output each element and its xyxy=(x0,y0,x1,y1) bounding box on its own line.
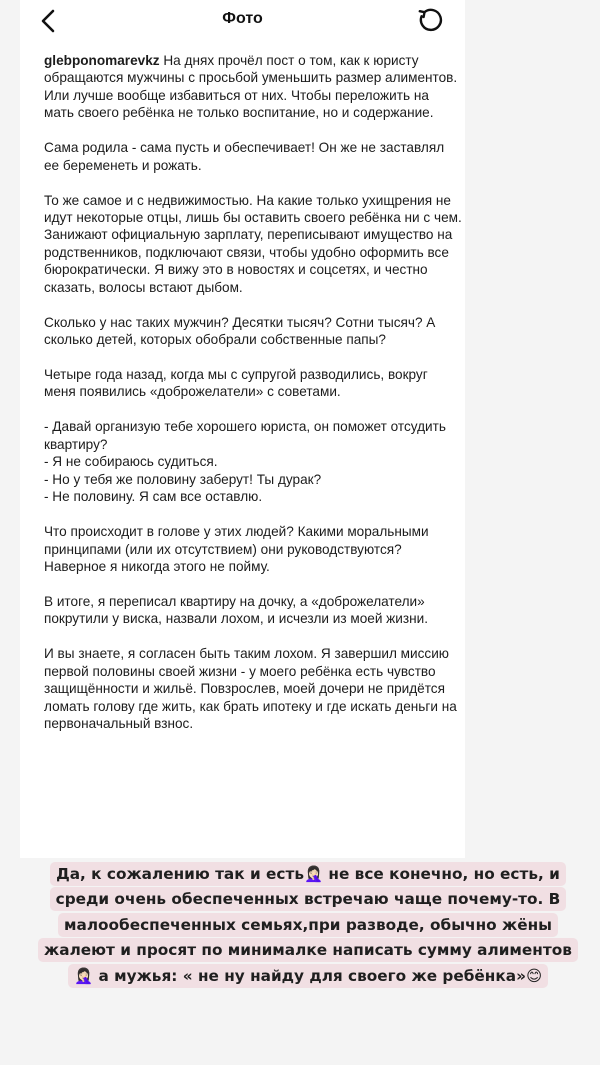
caption-paragraph-5: Четыре года назад, когда мы с супругой разводились, вокруг меня появились «доброжелатели» с советами. xyxy=(44,367,428,400)
caption-paragraph-1 xyxy=(44,52,462,122)
post-caption xyxy=(44,52,462,750)
caption-paragraph-2: Сама родила - сама пусть и обеспечивает! Он же не заставлял ее беременеть и рожать. xyxy=(44,140,445,173)
caption-paragraph-8: В итоге, я переписал квартиру на дочку, а «доброжелатели» покрутили у виска, назвали лохом, и исчезли из моей жизни. xyxy=(44,593,428,627)
smile-emoji-icon: 😊 xyxy=(525,966,542,985)
refresh-icon xyxy=(417,7,443,33)
caption-paragraph-3: То же самое и с недвижимостью. На какие только ухищрения не идут некоторые отцы, лишь бы оставить своего ребёнка ни с чем. Занижают официальную зарплату, переписывают имущество на родственников, подключают связи, чтобы удобно оформить все бюрократически. Я вижу это в новостях и соцсетях, и честно сказать, волосы встают дыбом. xyxy=(44,192,462,295)
comment-part-1: Да, к сожалению так и есть xyxy=(56,865,304,883)
story-comment-text xyxy=(38,862,578,988)
facepalm-emoji-icon: 🤦🏻‍♀️ xyxy=(74,966,94,985)
comment-part-2: не все конечно, но есть, и среди очень обеспеченных встречаю чаще почему-то. В малообеспеченных семьях,при разводе, обычно жёны жалеют и просят по минималке написать сумму алиментов xyxy=(44,865,572,960)
refresh-button[interactable] xyxy=(415,5,445,35)
caption-paragraph-7: Что происходит в голове у этих людей? Какими моральными принципами (или их отсутствием) они руководствуются? Наверное я никогда этого не пойму. xyxy=(44,524,429,574)
caption-paragraph-4: Сколько у нас таких мужчин? Десятки тысяч? Сотни тысяч? А сколько детей, которых обобрали собственные папы? xyxy=(44,314,436,348)
facepalm-emoji-icon: 🤦🏻‍♀️ xyxy=(304,865,324,883)
top-navigation-bar xyxy=(20,0,465,44)
caption-paragraph-9: И вы знаете, я согласен быть таким лохом. Я завершил миссию первой половины своей жизни - у моего ребёнка есть чувство защищённости и жильё. Повзрослев, моей дочери не придётся ломать голову где жить, как брать ипотеку и где искать деньги на первоначальный взнос. xyxy=(44,646,457,731)
caption-text: На днях прочёл пост о том, как к юристу обращаются мужчины с просьбой уменьшить размер алиментов. Или лучше вообще избавиться от них. Чтобы переложить на мать своего ребёнка не только воспитание, но и содержание. xyxy=(44,53,458,121)
page-title: Фото xyxy=(222,10,263,27)
embedded-screenshot xyxy=(20,0,465,858)
caption-dialogue: - Давай организую тебе хорошего юриста, он поможет отсудить квартиру? - Я не собираюсь судиться. - Но у тебя же половину заберут! Ты дурак? - Не половину. Я сам все оставлю. xyxy=(44,419,446,505)
story-comment-overlay xyxy=(34,862,582,989)
comment-part-3: а мужья: « не ну найду для своего же ребёнка» xyxy=(93,966,526,985)
post-username[interactable]: glebponomarevkz xyxy=(44,53,160,68)
